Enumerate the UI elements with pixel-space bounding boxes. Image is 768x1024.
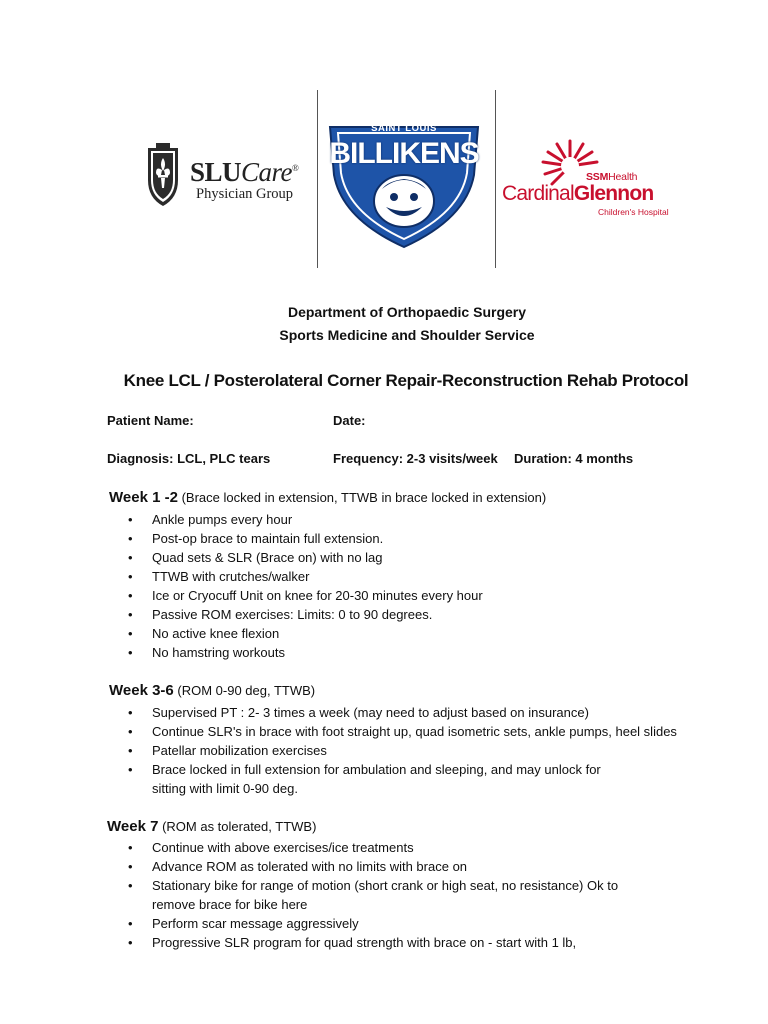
list-item: • Passive ROM exercises: Limits: 0 to 90 degrees. [128, 607, 433, 622]
list-item: • Ice or Cryocuff Unit on knee for 20-30 minutes every hour [128, 588, 483, 603]
list-item-continuation: remove brace for bike here [152, 897, 308, 912]
week-3-6-list [0, 703, 677, 798]
frequency-label: Frequency: 2-3 visits/week [333, 451, 498, 466]
billikens-shield-icon [320, 115, 488, 250]
list-item: • Continue SLR's in brace with foot straight up, quad isometric sets, ankle pumps, heel slides [128, 724, 677, 739]
list-item: • Advance ROM as tolerated with no limits with brace on [128, 859, 468, 874]
list-item: • Stationary bike for range of motion (short crank or high seat, no resistance) Ok to [128, 878, 619, 893]
patient-name-label: Patient Name: [107, 413, 194, 428]
duration-label: Duration: 4 months [514, 451, 634, 466]
list-item: • Brace locked in full extension for ambulation and sleeping, and may unlock for [128, 762, 601, 777]
list-item: • Post-op brace to maintain full extension. [128, 531, 384, 546]
list-item: • Perform scar message aggressively [128, 916, 359, 931]
billikens-top-text: SAINT LOUIS [371, 123, 437, 134]
document-title: Knee LCL / Posterolateral Corner Repair-Reconstruction Rehab Protocol [123, 371, 689, 390]
slucare-subtitle: Physician Group [196, 186, 294, 202]
list-item: • Ankle pumps every hour [128, 512, 293, 527]
service-heading: Sports Medicine and Shoulder Service [279, 327, 535, 343]
list-item: • Supervised PT : 2- 3 times a week (may need to adjust based on insurance) [128, 705, 589, 720]
date-label: Date: [333, 413, 366, 428]
diagnosis-label: Diagnosis: LCL, PLC tears [107, 451, 271, 466]
list-item: • No active knee flexion [128, 626, 280, 641]
list-item: • No hamstring workouts [128, 645, 285, 660]
week-7-heading: Week 7 (ROM as tolerated, TTWB) [107, 818, 317, 835]
logo-divider-right [495, 90, 496, 268]
week-3-6-heading: Week 3-6 (ROM 0-90 deg, TTWB) [109, 682, 316, 699]
list-item: • Progressive SLR program for quad strength with brace on - start with 1 lb, [128, 935, 577, 950]
cardinal-glennon-logo [500, 138, 680, 223]
list-item: • TTWB with crutches/walker [128, 569, 310, 584]
billikens-logo [320, 115, 488, 250]
department-heading: Department of Orthopaedic Surgery [287, 304, 527, 320]
list-item-continuation: sitting with limit 0-90 deg. [152, 781, 298, 796]
childrens-hospital-subtitle: Children's Hospital [598, 207, 669, 217]
billikens-wordmark: BILLIKENS [329, 137, 479, 170]
list-item: • Continue with above exercises/ice treatments [128, 840, 414, 855]
list-item: • Quad sets & SLR (Brace on) with no lag [128, 550, 383, 565]
week-7-list [0, 838, 618, 952]
slucare-wordmark: SLUCare® [190, 157, 299, 187]
logo-divider-left [317, 90, 318, 268]
slucare-logo [142, 140, 317, 212]
cardinal-glennon-wordmark: CardinalGlennon [502, 182, 654, 205]
week-1-2-list [0, 510, 483, 662]
ssm-health-wordmark: SSMHealth [586, 171, 638, 183]
fleur-de-lis-shield-icon [142, 140, 184, 208]
week-1-2-heading: Week 1 -2 (Brace locked in extension, TTWB in brace locked in extension) [109, 489, 547, 506]
list-item: • Patellar mobilization exercises [128, 743, 327, 758]
